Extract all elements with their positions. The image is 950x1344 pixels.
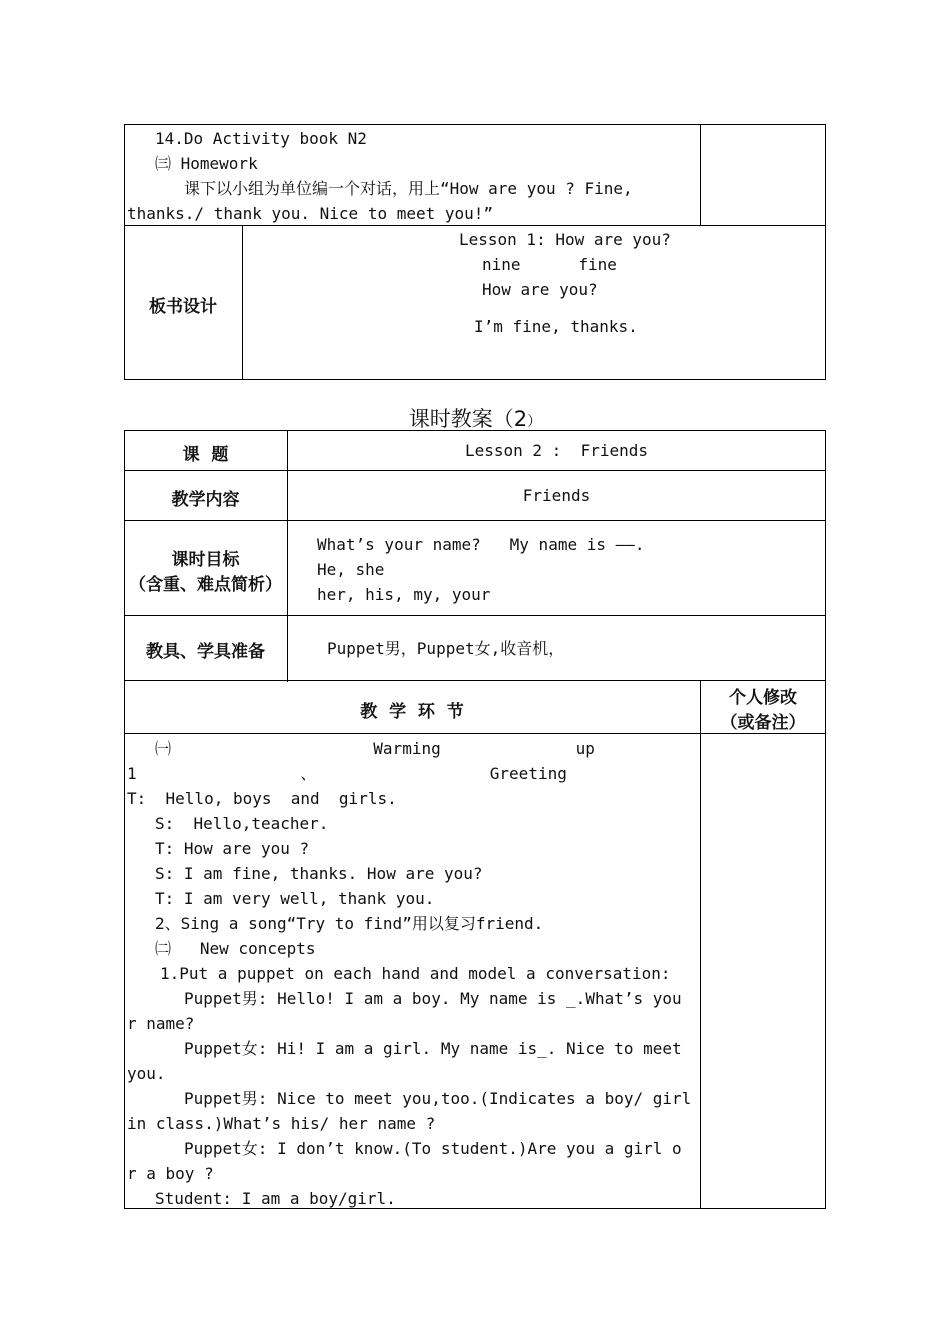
goal-label: 课时目标 xyxy=(171,550,240,570)
step-line: 1.Put a puppet on each hand and model a conversation: xyxy=(160,964,671,983)
row-divider xyxy=(124,733,826,734)
row-divider xyxy=(124,470,826,471)
page-title-paren: ） xyxy=(527,414,542,430)
prev-step-line: 课下以小组为单位编一个对话，用上“How are you ? Fine, xyxy=(184,179,633,198)
goal-line: He, she xyxy=(317,560,385,579)
goal-label-sub: （含重、难点简析） xyxy=(129,575,282,595)
step-line: Student: I am a boy/girl. xyxy=(155,1189,396,1208)
row-divider xyxy=(124,615,826,616)
step-line: S: Hello,teacher. xyxy=(155,814,329,833)
goal-line: What’s your name? My name is ——. xyxy=(317,535,645,554)
notes-header-sub: （或备注） xyxy=(720,713,806,733)
step-line: S: I am fine, thanks. How are you? xyxy=(155,864,483,883)
row-divider xyxy=(124,680,826,681)
step-line: ㈠ Warming up xyxy=(155,739,595,758)
step-line: in class.)What’s his/ her name ? xyxy=(127,1114,436,1133)
prep-value: Puppet男，Puppet女,收音机， xyxy=(327,639,565,658)
step-line: Puppet男: Hello! I am a boy. My name is _.What’s you xyxy=(184,989,682,1008)
step-line: ㈡ New concepts xyxy=(155,939,316,958)
notes-header: 个人修改 xyxy=(729,688,797,708)
step-line: r a boy ? xyxy=(127,1164,214,1183)
board-line: Lesson 1: How are you? xyxy=(459,230,671,249)
step-line: T: How are you ? xyxy=(155,839,310,858)
label-col-divider xyxy=(287,430,288,682)
row-divider xyxy=(124,520,826,521)
board-line: I’m fine, thanks. xyxy=(474,317,638,336)
topic-label: 课 题 xyxy=(182,445,229,465)
notes-col-divider xyxy=(700,680,701,1209)
prep-label: 教具、学具准备 xyxy=(146,642,265,662)
prev-table-col-divider xyxy=(700,124,701,226)
step-line: Puppet女: Hi! I am a girl. My name is_. Nice to meet xyxy=(184,1039,682,1058)
goal-line: her, his, my, your xyxy=(317,585,491,604)
board-line: nine fine xyxy=(482,255,617,274)
prev-step-line: 14.Do Activity book N2 xyxy=(155,129,367,148)
step-line: T: Hello, boys and girls. xyxy=(127,789,397,808)
content-label: 教学内容 xyxy=(171,490,240,510)
topic-value: Lesson 2 : Friends xyxy=(464,441,649,460)
step-line: Puppet男: Nice to meet you,too.(Indicates a boy/ girl xyxy=(184,1089,692,1108)
page-title-main: 课时教案（2 xyxy=(408,407,528,431)
board-line: How are you? xyxy=(482,280,598,299)
board-col-divider xyxy=(242,225,243,380)
step-line: 1 、 Greeting xyxy=(127,764,567,783)
steps-header: 教 学 环 节 xyxy=(360,702,464,722)
step-line: you. xyxy=(127,1064,166,1083)
step-line: T: I am very well, thank you. xyxy=(155,889,435,908)
page-title xyxy=(0,403,950,433)
prev-step-line: thanks./ thank you. Nice to meet you!” xyxy=(127,204,494,223)
step-line: 2、Sing a song“Try to find”用以复习friend. xyxy=(155,914,544,933)
prev-step-line: ㈢ Homework xyxy=(155,154,258,173)
step-line: Puppet女: I don’t know.(To student.)Are you a girl o xyxy=(184,1139,682,1158)
content-value: Friends xyxy=(522,486,591,505)
step-line: r name? xyxy=(127,1014,195,1033)
board-design-label: 板书设计 xyxy=(149,297,217,317)
